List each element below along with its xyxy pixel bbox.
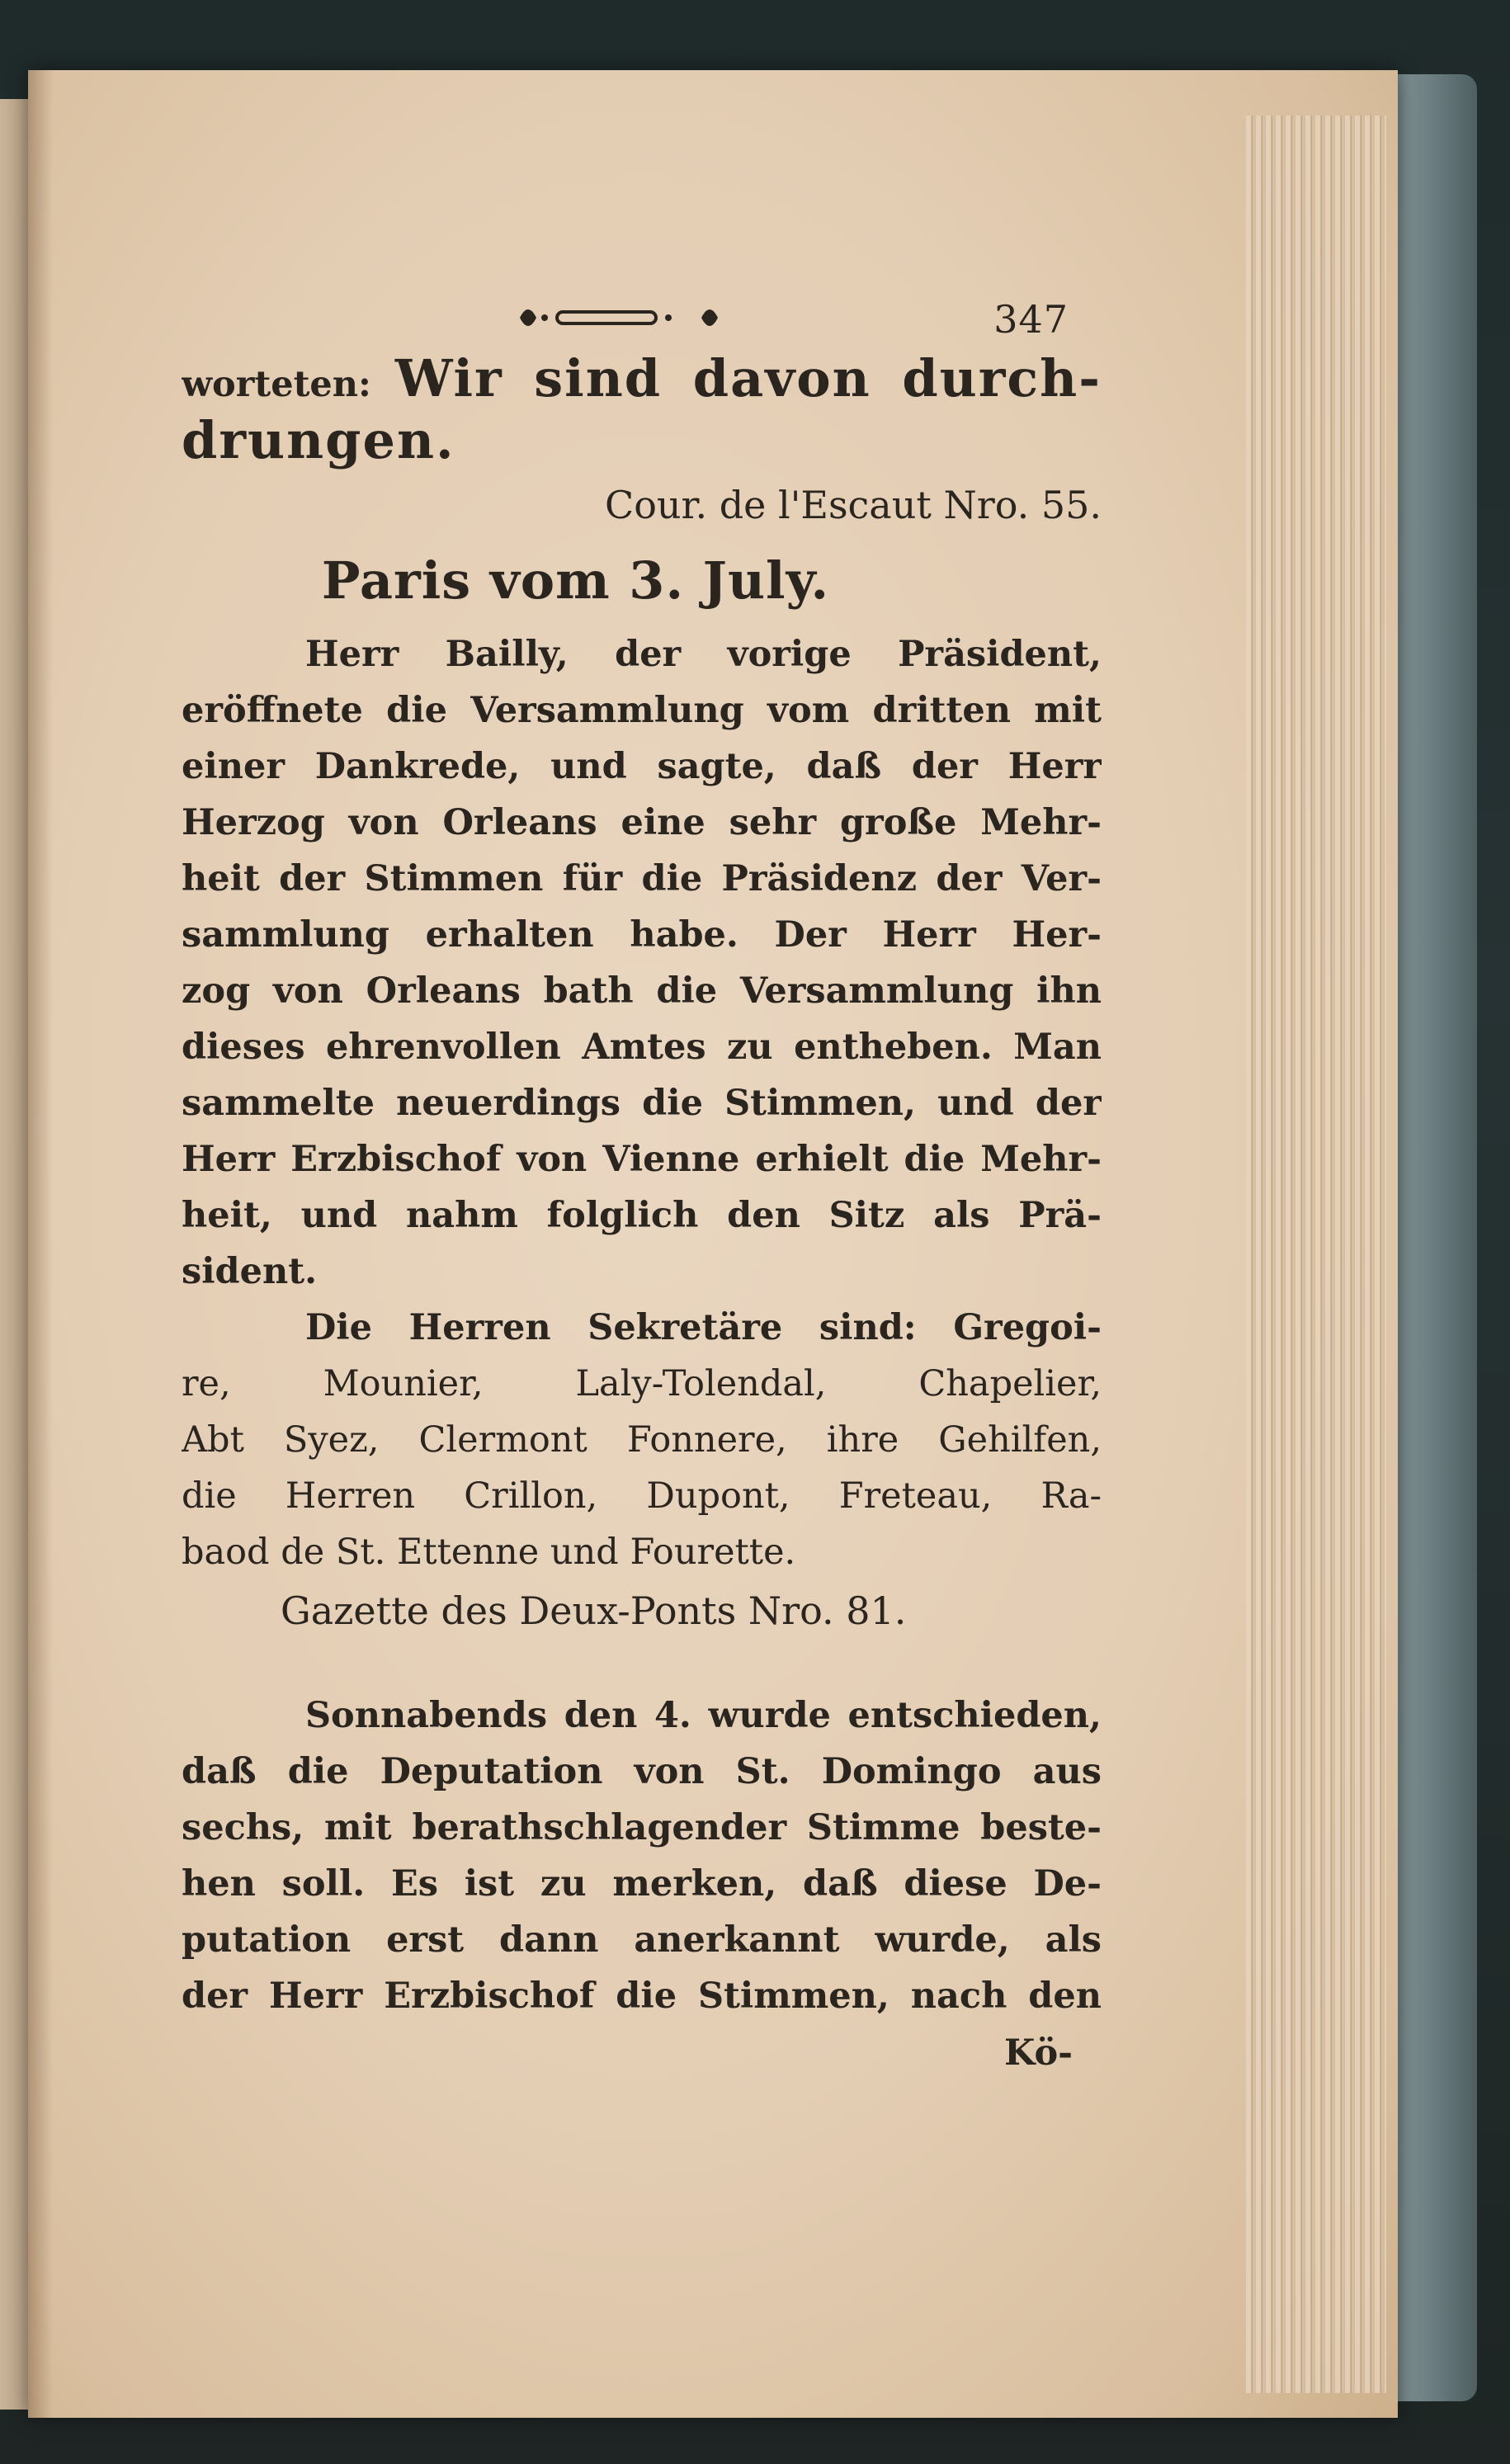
article-heading: Paris vom 3. July.	[321, 550, 830, 611]
text-line	[182, 351, 1102, 413]
text-line: sident.	[182, 1251, 318, 1292]
emphasized-text: Wir sind davon durch-	[394, 351, 1102, 408]
text-line: heit, und nahm folglich den Sitz als Prä-	[182, 1195, 1102, 1236]
page-edges	[1246, 116, 1386, 2393]
text-line: sechs, mit berathschlagender Stimme beste-	[182, 1807, 1102, 1848]
text-line: sammlung erhalten habe. Der Herr Her-	[182, 914, 1102, 956]
spine-shadow	[28, 70, 53, 2418]
text-line: Herr Bailly, der vorige Präsident,	[305, 634, 1102, 675]
text-line	[182, 413, 1102, 474]
text-line: hen soll. Es ist zu merken, daß diese De-	[182, 1863, 1102, 1905]
text-line: eröffnete die Versammlung vom dritten mit	[182, 690, 1102, 731]
text-line: re, Mounier, Laly-Tolendal, Chapelier,	[182, 1363, 1102, 1404]
text-line: putation erst dann anerkannt wurde, als	[182, 1919, 1102, 1961]
page-text	[182, 293, 1102, 2082]
text-line: Sonnabends den 4. wurde entschieden,	[305, 1695, 1102, 1736]
text-line: daß die Deputation von St. Domingo aus	[182, 1751, 1102, 1792]
text-line: die Herren Crillon, Dupont, Freteau, Ra-	[182, 1475, 1102, 1517]
section-gap	[182, 1641, 1102, 1688]
text-line: der Herr Erzbischof die Stimmen, nach den	[182, 1975, 1102, 2017]
text-line: Herr Erzbischof von Vienne erhielt die Mehr-	[182, 1139, 1102, 1180]
page-number: 347	[993, 297, 1069, 342]
source-citation: Gazette des Deux-Ponts Nro. 81.	[281, 1588, 907, 1633]
text-line: baod de St. Ettenne und Fourette.	[182, 1532, 796, 1573]
line-lead: worteten:	[182, 364, 371, 405]
text-line: zog von Orleans bath die Versammlung ihn	[182, 970, 1102, 1012]
printer-ornament-icon	[512, 297, 726, 338]
source-citation: Cour. de l'Escaut Nro. 55.	[605, 483, 1102, 527]
text-line: Herzog von Orleans eine sehr große Mehr-	[182, 802, 1102, 843]
text-line: heit der Stimmen für die Präsidenz der Ver-	[182, 858, 1102, 899]
text-line: Abt Syez, Clermont Fonnere, ihre Gehilfen,	[182, 1419, 1102, 1461]
emphasized-text: drungen.	[182, 413, 455, 470]
text-line: Die Herren Sekretäre sind: Gregoi-	[305, 1307, 1102, 1348]
text-line: einer Dankrede, und sagte, daß der Herr	[182, 746, 1102, 787]
text-line: sammelte neuerdings die Stimmen, und der	[182, 1083, 1102, 1124]
catchword: Kö-	[1004, 2032, 1073, 2074]
running-head	[182, 293, 1102, 351]
text-line: dieses ehrenvollen Amtes zu entheben. Man	[182, 1027, 1102, 1068]
